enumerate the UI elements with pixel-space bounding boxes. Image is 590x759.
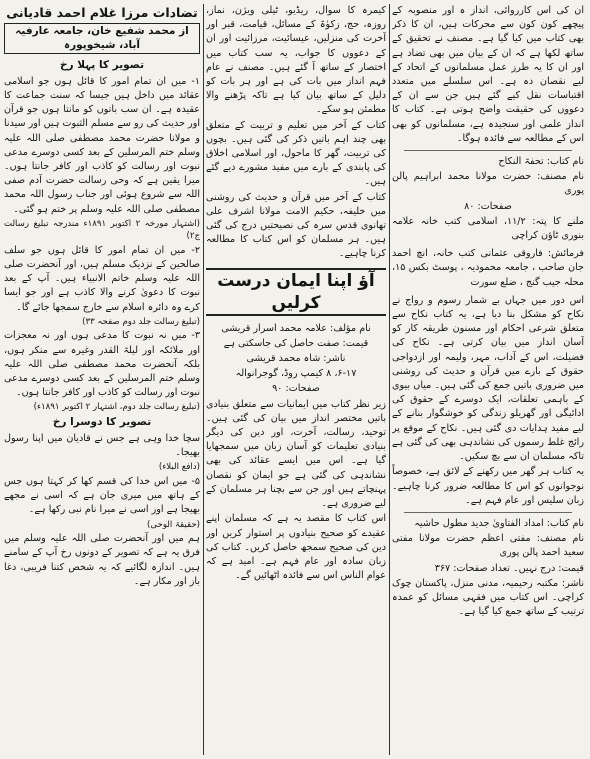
- article-byline: از محمد شفیع خان، جامعہ عارفیہ آباد، شیخوپورہ: [4, 23, 200, 53]
- section-heading: تصویر کا پہلا رخ: [59, 58, 145, 71]
- book-name: نام کتاب: امداد الفتاویٰ جدید مطول حاشیہ: [414, 517, 584, 529]
- review-paragraph: کتاب کے آخر میں تعلیم و تربیت کے متعلق بھی چند اہم باتیں ذکر کی گئی ہیں۔ بچوں کی تربیت، گھر کا ماحول، اور اسلامی اخلاق کی پابندی کے بارے میں مفید مشورے دیے گئے ہیں۔: [206, 119, 386, 188]
- review-paragraph: ان کی اس کارروائی، انداز ہ اور منصوبہ کے پیچھے کون کون سے محرکات ہیں، ان کا ذکر بھی کتاب میں کیا گیا ہے۔ مصنف نے تحقیق کے ساتھ لکھا ہے کہ ان کے بیان میں بھی تضاد ہے اور ان کا یہ طرز عمل مسلمانوں کے اتحاد کے لیے نقصان دہ ہے۔ اس سلسلے میں متعدد اقتباسات نقل کیے گئے ہیں جن سے ان کے دعووں کی حقیقت واضح ہوتی ہے۔ کتاب کا انداز علمی اور سنجیدہ ہے، مسلمانوں کو بھی اس کے مطالعہ سے فائدہ ہوگا۔: [392, 5, 584, 144]
- quote-paragraph: ۳- میں نہ نبوت کا مدعی ہوں اور نہ معجزات اور ملائکہ اور لیلۃ القدر وغیرہ سے منکر ہوں، بلکہ آنحضرت محمد مصطفی صلی اللہ علیہ وسلم ختم المرسلین کے بعد کسی دوسرے مدعی نبوت اور رسالت کو کاذب اور کافر جانتا ہوں۔: [4, 330, 200, 399]
- quote-paragraph: ۵- میں اس خدا کی قسم کھا کر کہتا ہوں جس کے ہاتھ میں میری جان ہے کہ اسی نے مجھے بھیجا ہے اور اسی نے میرا نام نبی رکھا ہے۔: [4, 475, 200, 516]
- quote-paragraph: ۲- میں ان تمام امور کا قائل ہوں جو سلف صالحین کے نزدیک مسلم ہیں، اور آنحضرت صلی اللہ علیہ وسلم خاتم الانبیاء ہیں۔ آپ کے بعد نبوت کا دعویٰ کرنے والا کاذب ہے اور جو ایسا کرے وہ دائرہ اسلام سے خارج سمجھا جائے گا۔: [4, 244, 200, 313]
- separator: [404, 512, 572, 513]
- quote-paragraph: سچا خدا وہی ہے جس نے قادیان میں اپنا رسول بھیجا۔: [4, 433, 200, 459]
- section-heading: تصویر کا دوسرا رخ: [52, 415, 152, 428]
- column-divider: [389, 4, 390, 755]
- review-paragraph: اس دور میں جہاں بے شمار رسوم و رواج نے نکاح کو مشکل بنا دیا ہے، یہ کتاب نکاح سے متعلق شرعی احکام اور مسنون طریقہ کار کو آسان انداز میں بیان کرتی ہے۔ نکاح کی فضیلت، اس کے آداب، مہر، ولیمہ اور ازدواجی حقوق کے بارے میں قرآن و حدیث کی روشنی میں ضروری باتیں جمع کی گئی ہیں۔ میاں بیوی کے باہمی تعلقات، ایک دوسرے کے حقوق کی ادائیگی اور گھریلو زندگی کو خوشگوار بنانے کے لیے مفید ہدایات دی گئی ہیں۔ نکاح کے موقع پر رائج غلط رسموں کی نشاندہی بھی کی گئی ہے تاکہ مسلمان ان سے بچ سکیں۔: [392, 294, 584, 463]
- quote-reference: (حقیقۃ الوحی): [147, 519, 200, 530]
- review-paragraph: زیر نظر کتاب میں ایمانیات سے متعلق بنیادی باتیں مختصر انداز میں بیان کی گئی ہیں۔ توحید، رسالت، آخرت، اور دین کی دیگر بنیادی تعلیمات کو آسان زبان میں سمجھایا گیا ہے۔ اس میں ایسے عقائد کی بھی نشاندہی کی گئی ہے جو ایمان کو نقصان پہنچاتے ہیں اور جن سے بچنا ہر مسلمان کے لیے ضروری ہے۔: [206, 398, 386, 510]
- separator: [404, 150, 572, 151]
- left-column: [4, 4, 200, 755]
- quote-reference: (دافع البلاء): [158, 462, 200, 473]
- book-address: ۶-۱۷، ۸ کیمپ روڈ، گوجرانوالہ: [235, 368, 357, 380]
- book-author: نام مصنف: حضرت مولانا محمد ابراہیم پالن پوری: [392, 171, 584, 197]
- book-author: نام مصنف: مفتی اعظم حضرت مولانا مفتی سعید احمد پالن پوری: [392, 533, 584, 559]
- column-divider: [203, 4, 204, 755]
- quote-paragraph: ہم میں اور آنحضرت صلی اللہ علیہ وسلم میں فرق یہ ہے کہ تصویر کے دونوں رخ آپ کے سامنے ہیں۔ اندازہ لگائیے کہ یہ شخص کتنا فریبی، دغا باز اور مکار ہے۔: [4, 533, 200, 587]
- book-author: نام مؤلف: علامہ محمد اسرار قریشی: [221, 322, 371, 334]
- review-paragraph: اس کتاب کا مقصد یہ ہے کہ مسلمان اپنے عقیدے کو صحیح بنیادوں پر استوار کریں اور دین کی صحیح سمجھ حاصل کریں۔ کتاب کی زبان سادہ اور عام فہم ہے۔ امید ہے کہ عوام الناس اس سے فائدہ اٹھائیں گے۔: [206, 513, 386, 582]
- book-publisher: ملنے کا پتہ: ۱۱/۲، اسلامی کتب خانہ علامہ بنوری ٹاؤن کراچی: [392, 215, 584, 242]
- quote-reference: (تبلیغ رسالت جلد دوم صفحہ ۳۳): [82, 316, 200, 327]
- book-pages: قیمت: درج نہیں۔ تعداد صفحات: ۳۶۷: [434, 562, 584, 574]
- book-pages: صفحات: ۹۰: [272, 383, 320, 395]
- review-paragraph: کیمرہ کا سوال، ریڈیو، ٹیلی ویژن، نماز، روزہ، حج، زکوٰۃ کے مسائل، قیامت، قبر اور آخرت کی منزلیں، عیسائیت، مرزائیت اور ان کے دعووں کا جواب، یہ سب کتاب میں اختصار کے ساتھ آ گئے ہیں۔ مصنف نے عام فہم انداز میں بات کی ہے اور ہر بات کو دلیل کے ساتھ بیان کیا ہے تاکہ پڑھنے والا مطمئن ہو سکے۔: [206, 5, 386, 116]
- book-publisher: ناشر: شاہ محمد قریشی: [246, 353, 346, 365]
- middle-column: [206, 4, 386, 755]
- book-title-heading: آؤ اپنا ایمان درست کرلیں: [206, 268, 386, 316]
- book-price: قیمت: صفت حاصل کی جاسکتی ہے: [223, 337, 369, 349]
- quote-reference: (تبلیغ رسالت جلد دوم، اشتہار ۲ اکتوبر ۱۸۹۱ء): [33, 402, 200, 413]
- review-paragraph: فرمائش: فاروقی عثمانی کتب خانہ، انچ احمد جان صاحب ، جامعہ محمودیہ ، پوسٹ بکس ۱۵، محلہ جیب گنج ، ضلع سورت: [392, 248, 584, 288]
- review-paragraph: ناشر: مکتبہ رحیمیہ، مدنی منزل، پاکستان چوک کراچی۔ اس کتاب میں فقہی مسائل کو عمدہ ترتیب کے ساتھ جمع کیا گیا ہے۔: [392, 577, 584, 618]
- review-paragraph: یہ کتاب ہر گھر میں رکھنے کے لائق ہے، خصوصاً نوجوانوں کو اس کا مطالعہ ضرور کرنا چاہیے۔ زبان سلیس اور عام فہم ہے۔: [392, 466, 584, 506]
- article-title: تضادات مرزا غلام احمد قادیانی: [6, 5, 198, 20]
- right-column: [392, 4, 584, 755]
- review-paragraph: کتاب کے آخر میں قرآن و حدیث کی روشنی میں خلیفہ، حکیم الامت مولانا اشرف علی تھانوی قدس سرہ کی نصیحتیں درج کی گئی ہیں۔ ہر مسلمان کو اس کتاب کا مطالعہ کرنا چاہیے۔: [206, 191, 386, 260]
- quote-reference: (اشتہار مورخہ ۲ اکتوبر ۱۸۹۱ء مندرجہ تبلیغ رسالت ج۲): [4, 218, 200, 242]
- quote-paragraph: ۱- میں ان تمام امور کا قائل ہوں جو اسلامی عقائد میں داخل ہیں جیسا کہ سنت جماعت کا عقیدہ ہے۔ ان سب باتوں کو مانتا ہوں جو قرآن اور حدیث کی رو سے مسلم الثبوت ہیں اور سیدنا و مولانا حضرت محمد مصطفی صلی اللہ علیہ وسلم ختم المرسلین کے بعد کسی دوسرے مدعی نبوت اور رسالت کو کاذب اور کافر جانتا ہوں۔ میرا یقین ہے کہ وحی رسالت حضرت آدم صفی اللہ سے شروع ہوئی اور جناب رسول اللہ محمد مصطفی صلی اللہ علیہ وسلم پر ختم ہو گئی۔: [4, 75, 200, 215]
- book-pages: صفحات: ۸۰: [464, 200, 512, 212]
- book-name: نام کتاب: تحفۃ النکاح: [498, 156, 584, 168]
